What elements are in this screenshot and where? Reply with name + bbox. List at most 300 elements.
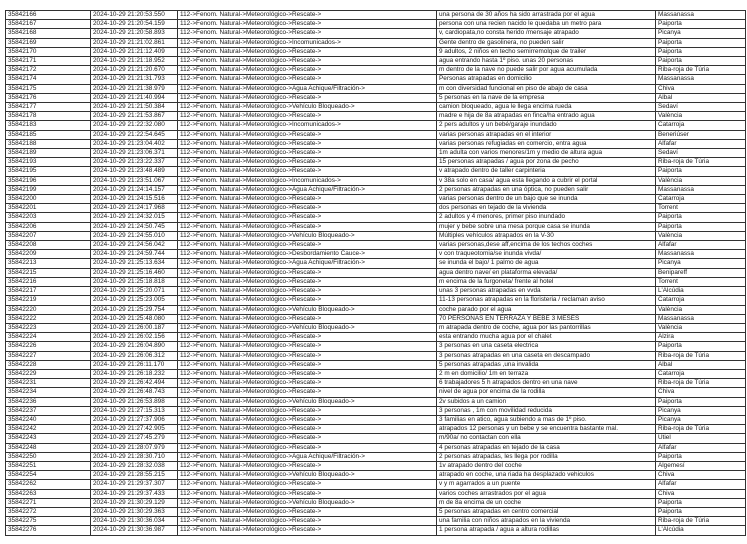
- municipality-cell: Paiporta: [656, 167, 746, 176]
- incident-id-cell: 35842208: [6, 241, 91, 250]
- description-cell: m encima de la furgoneta/ frente al hotel: [437, 277, 656, 286]
- description-cell: 2 adultos y 4 menores, primer piso inundado: [437, 213, 656, 222]
- timestamp-cell: 2024-10-29 21:26:11.170: [91, 360, 178, 369]
- municipality-cell: Utiel: [656, 434, 746, 443]
- municipality-cell: L'Alcúdia: [656, 287, 746, 296]
- description-cell: v con traqueotomia/se inunda vivda/: [437, 250, 656, 259]
- incident-id-cell: 35842206: [6, 222, 91, 231]
- municipality-cell: Massanassa: [656, 250, 746, 259]
- description-cell: 2 personas atrapadas, les llega por rodilla: [437, 452, 656, 461]
- incident-id-cell: 35842209: [6, 250, 91, 259]
- incident-id-cell: 35842224: [6, 333, 91, 342]
- table-row: [6, 351, 746, 360]
- description-cell: 1v atrapado dentro del coche: [437, 461, 656, 470]
- category-cell: 112->Fenom. Natural->Meteorológico->Rescate->: [178, 20, 437, 29]
- description-cell: mujer y bebe sobre una mesa porque casa se inunda: [437, 222, 656, 231]
- table-row: [6, 11, 746, 20]
- category-cell: 112->Fenom. Natural->Meteorológico->Rescate->: [178, 517, 437, 526]
- incident-id-cell: 35842166: [6, 11, 91, 20]
- timestamp-cell: 2024-10-29 21:26:48.743: [91, 388, 178, 397]
- incident-id-cell: 35842231: [6, 379, 91, 388]
- description-cell: m con diversidad funcional en piso de abajo de casa: [437, 84, 656, 93]
- incident-id-cell: 35842262: [6, 480, 91, 489]
- category-cell: 112->Fenom. Natural->Meteorológico->Rescate->: [178, 47, 437, 56]
- category-cell: 112->Fenom. Natural->Meteorológico->Rescate->: [178, 112, 437, 121]
- description-cell: varias personas,dese aff,encima de los techos coches: [437, 241, 656, 250]
- description-cell: 3 familias en atico, agua subiendo a mas de 1º piso.: [437, 415, 656, 424]
- category-cell: 112->Fenom. Natural->Meteorológico->Rescate->: [178, 167, 437, 176]
- incident-id-cell: 35842183: [6, 121, 91, 130]
- incident-id-cell: 35842271: [6, 498, 91, 507]
- table-row: [6, 277, 746, 286]
- description-cell: 2 pers adultos y un bebé/garaje inundado: [437, 121, 656, 130]
- incident-id-cell: 35842223: [6, 323, 91, 332]
- timestamp-cell: 2024-10-29 21:27:45.279: [91, 434, 178, 443]
- incident-id-cell: 35842272: [6, 507, 91, 516]
- incident-id-cell: 35842248: [6, 443, 91, 452]
- description-cell: varias personas dentro de un bajo que se inunda: [437, 195, 656, 204]
- incident-id-cell: 35842228: [6, 360, 91, 369]
- municipality-cell: Alfafar: [656, 139, 746, 148]
- category-cell: 112->Fenom. Natural->Meteorológico->Vehículo Bloqueado->: [178, 397, 437, 406]
- description-cell: m de 8a encima de un coche: [437, 498, 656, 507]
- timestamp-cell: 2024-10-29 21:30:29.363: [91, 507, 178, 516]
- incident-id-cell: 35842242: [6, 425, 91, 434]
- category-cell: 112->Fenom. Natural->Meteorológico->Rescate->: [178, 360, 437, 369]
- category-cell: 112->Fenom. Natural->Meteorológico->Rescate->: [178, 195, 437, 204]
- table-row: [6, 20, 746, 29]
- category-cell: 112->Fenom. Natural->Meteorológico->Rescate->: [178, 93, 437, 102]
- table-row: [6, 241, 746, 250]
- incident-id-cell: 35842168: [6, 29, 91, 38]
- incident-id-cell: 35842222: [6, 314, 91, 323]
- category-cell: 112->Fenom. Natural->Meteorológico->Rescate->: [178, 139, 437, 148]
- description-cell: una persona de 30 años ha sido arrastrada por el agua: [437, 11, 656, 20]
- timestamp-cell: 2024-10-29 21:21:31.793: [91, 75, 178, 84]
- timestamp-cell: 2024-10-29 21:21:02.861: [91, 38, 178, 47]
- table-row: [6, 268, 746, 277]
- description-cell: 11-13 personas atrapadas en la floristeria / reclaman aviso: [437, 296, 656, 305]
- timestamp-cell: 2024-10-29 21:28:55.215: [91, 471, 178, 480]
- municipality-cell: Riba-roja de Túria: [656, 158, 746, 167]
- incident-id-cell: 35842201: [6, 204, 91, 213]
- description-cell: una familia con niños atrapados en la vivienda: [437, 517, 656, 526]
- timestamp-cell: 2024-10-29 21:30:29.129: [91, 498, 178, 507]
- timestamp-cell: 2024-10-29 21:26:06.312: [91, 351, 178, 360]
- table-row: [6, 397, 746, 406]
- table-row: [6, 195, 746, 204]
- category-cell: 112->Fenom. Natural->Meteorológico->Rescate->: [178, 333, 437, 342]
- timestamp-cell: 2024-10-29 21:21:12.409: [91, 47, 178, 56]
- municipality-cell: Sedaví: [656, 149, 746, 158]
- municipality-cell: Chiva: [656, 471, 746, 480]
- timestamp-cell: 2024-10-29 21:20:58.893: [91, 29, 178, 38]
- municipality-cell: Albal: [656, 93, 746, 102]
- description-cell: Gente dentro de gasolinera, no pueden salir: [437, 38, 656, 47]
- category-cell: 112->Fenom. Natural->Meteorológico->Rescate->: [178, 11, 437, 20]
- table-row: [6, 342, 746, 351]
- description-cell: atrapado en coche, una riada ha desplazado vehiculos: [437, 471, 656, 480]
- category-cell: 112->Fenom. Natural->Meteorológico->Rescate->: [178, 222, 437, 231]
- municipality-cell: Chiva: [656, 388, 746, 397]
- category-cell: 112->Fenom. Natural->Meteorológico->Agua Achique/Filtración->: [178, 259, 437, 268]
- table-row: [6, 379, 746, 388]
- timestamp-cell: 2024-10-29 21:21:18.952: [91, 57, 178, 66]
- timestamp-cell: 2024-10-29 21:29:37.433: [91, 489, 178, 498]
- municipality-cell: València: [656, 176, 746, 185]
- incident-id-cell: 35842172: [6, 66, 91, 75]
- municipality-cell: Riba-roja de Túria: [656, 66, 746, 75]
- table-row: [6, 360, 746, 369]
- incident-id-cell: 35842237: [6, 406, 91, 415]
- timestamp-cell: 2024-10-29 21:21:40.994: [91, 93, 178, 102]
- table-row: [6, 213, 746, 222]
- category-cell: 112->Fenom. Natural->Meteorológico->Rescate->: [178, 66, 437, 75]
- description-cell: coche parado por el agua: [437, 305, 656, 314]
- table-row: [6, 38, 746, 47]
- incident-log-table: [5, 10, 746, 536]
- category-cell: 112->Fenom. Natural->Meteorológico->Rescate->: [178, 296, 437, 305]
- incident-id-cell: 35842178: [6, 112, 91, 121]
- category-cell: 112->Fenom. Natural->Meteorológico->Agua Achique/Filtración->: [178, 452, 437, 461]
- category-cell: 112->Fenom. Natural->Meteorológico->Rescate->: [178, 406, 437, 415]
- timestamp-cell: 2024-10-29 21:26:00.187: [91, 323, 178, 332]
- table-row: [6, 526, 746, 535]
- timestamp-cell: 2024-10-29 21:24:14.157: [91, 185, 178, 194]
- municipality-cell: Catarroja: [656, 121, 746, 130]
- municipality-cell: Alfafar: [656, 443, 746, 452]
- timestamp-cell: 2024-10-29 21:28:07.979: [91, 443, 178, 452]
- description-cell: 1m adulta con varios menores/1m y medio de altura agua: [437, 149, 656, 158]
- municipality-cell: Catarroja: [656, 296, 746, 305]
- timestamp-cell: 2024-10-29 21:27:42.905: [91, 425, 178, 434]
- description-cell: v, cardiopata,no consta herido /mensaje atrapado: [437, 29, 656, 38]
- category-cell: 112->Fenom. Natural->Meteorológico->Incomunicados->: [178, 121, 437, 130]
- description-cell: agua dentro nave/ en plataforma elevada/: [437, 268, 656, 277]
- table-row: [6, 471, 746, 480]
- description-cell: v 38a solo en casa/ agua esta llegando a cubrir el portal: [437, 176, 656, 185]
- table-row: [6, 57, 746, 66]
- incident-id-cell: 35842196: [6, 176, 91, 185]
- municipality-cell: Paiporta: [656, 498, 746, 507]
- table-row: [6, 498, 746, 507]
- municipality-cell: Sedaví: [656, 103, 746, 112]
- table-row: [6, 93, 746, 102]
- description-cell: v atrapado dentro de taller carpinteria: [437, 167, 656, 176]
- category-cell: 112->Fenom. Natural->Meteorológico->Rescate->: [178, 342, 437, 351]
- category-cell: 112->Fenom. Natural->Meteorológico->Rescate->: [178, 369, 437, 378]
- timestamp-cell: 2024-10-29 21:20:54.159: [91, 20, 178, 29]
- incident-id-cell: 35842263: [6, 489, 91, 498]
- table-row: [6, 323, 746, 332]
- timestamp-cell: 2024-10-29 21:26:42.494: [91, 379, 178, 388]
- description-cell: varias personas refugiadas en comercio, entra agua: [437, 139, 656, 148]
- category-cell: 112->Fenom. Natural->Meteorológico->Agua Achique/Filtración->: [178, 185, 437, 194]
- description-cell: se inunda el bajo/ 1 palmo de agua: [437, 259, 656, 268]
- timestamp-cell: 2024-10-29 21:24:56.042: [91, 241, 178, 250]
- timestamp-cell: 2024-10-29 21:30:36.034: [91, 517, 178, 526]
- timestamp-cell: 2024-10-29 21:28:32.038: [91, 461, 178, 470]
- municipality-cell: Paiporta: [656, 213, 746, 222]
- municipality-cell: Picanya: [656, 415, 746, 424]
- timestamp-cell: 2024-10-29 21:25:23.005: [91, 296, 178, 305]
- table-row: [6, 415, 746, 424]
- category-cell: 112->Fenom. Natural->Meteorológico->Rescate->: [178, 443, 437, 452]
- category-cell: 112->Fenom. Natural->Meteorológico->Rescate->: [178, 480, 437, 489]
- municipality-cell: Paiporta: [656, 38, 746, 47]
- timestamp-cell: 2024-10-29 21:23:51.067: [91, 176, 178, 185]
- category-cell: 112->Fenom. Natural->Meteorológico->Rescate->: [178, 241, 437, 250]
- incident-id-cell: 35842240: [6, 415, 91, 424]
- table-row: [6, 333, 746, 342]
- category-cell: 112->Fenom. Natural->Meteorológico->Rescate->: [178, 526, 437, 535]
- municipality-cell: Alzira: [656, 333, 746, 342]
- municipality-cell: Paiporta: [656, 57, 746, 66]
- timestamp-cell: 2024-10-29 21:22:54.645: [91, 130, 178, 139]
- timestamp-cell: 2024-10-29 21:23:48.489: [91, 167, 178, 176]
- description-cell: unas 3 personas atrapadas en vvda: [437, 287, 656, 296]
- timestamp-cell: 2024-10-29 21:24:17.968: [91, 204, 178, 213]
- category-cell: 112->Fenom. Natural->Meteorológico->Rescate->: [178, 379, 437, 388]
- category-cell: 112->Fenom. Natural->Meteorológico->Rescate->: [178, 425, 437, 434]
- municipality-cell: Paiporta: [656, 342, 746, 351]
- table-row: [6, 452, 746, 461]
- municipality-cell: Paiporta: [656, 397, 746, 406]
- category-cell: 112->Fenom. Natural->Meteorológico->Vehículo Bloqueado->: [178, 231, 437, 240]
- category-cell: 112->Fenom. Natural->Meteorológico->Vehículo Bloqueado->: [178, 471, 437, 480]
- municipality-cell: Riba-roja de Túria: [656, 379, 746, 388]
- timestamp-cell: 2024-10-29 21:25:16.460: [91, 268, 178, 277]
- table-row: [6, 443, 746, 452]
- description-cell: 1 persona atrapada / agua a altura rodillas: [437, 526, 656, 535]
- incident-id-cell: 35842276: [6, 526, 91, 535]
- municipality-cell: Paiporta: [656, 20, 746, 29]
- municipality-cell: València: [656, 231, 746, 240]
- description-cell: 2 personas atrapadas en una óptica, no pueden salir: [437, 185, 656, 194]
- timestamp-cell: 2024-10-29 21:21:38.979: [91, 84, 178, 93]
- table-row: [6, 103, 746, 112]
- table-row: [6, 480, 746, 489]
- municipality-cell: València: [656, 112, 746, 121]
- category-cell: 112->Fenom. Natural->Meteorológico->Vehículo Bloqueado->: [178, 305, 437, 314]
- timestamp-cell: 2024-10-29 21:25:20.071: [91, 287, 178, 296]
- timestamp-cell: 2024-10-29 21:21:53.867: [91, 112, 178, 121]
- municipality-cell: Chiva: [656, 84, 746, 93]
- description-cell: varias personas atrapadas en el interior: [437, 130, 656, 139]
- category-cell: 112->Fenom. Natural->Meteorológico->Rescate->: [178, 213, 437, 222]
- incident-id-cell: 35842236: [6, 397, 91, 406]
- municipality-cell: Alfafar: [656, 480, 746, 489]
- table-row: [6, 425, 746, 434]
- table-row: [6, 185, 746, 194]
- municipality-cell: Massanassa: [656, 75, 746, 84]
- description-cell: 5 personas atrapadas en centro comercial: [437, 507, 656, 516]
- municipality-cell: Riba-roja de Túria: [656, 425, 746, 434]
- description-cell: 3 personas atrapadas en una caseta en descampado: [437, 351, 656, 360]
- description-cell: persona con una recien nacido le quedaba un metro para: [437, 20, 656, 29]
- description-cell: Múltiples vehículos atrapados en la V-30: [437, 231, 656, 240]
- incident-id-cell: 35842171: [6, 57, 91, 66]
- municipality-cell: Paiporta: [656, 47, 746, 56]
- timestamp-cell: 2024-10-29 21:25:18.818: [91, 277, 178, 286]
- timestamp-cell: 2024-10-29 21:24:15.516: [91, 195, 178, 204]
- table-row: [6, 517, 746, 526]
- table-row: [6, 84, 746, 93]
- municipality-cell: València: [656, 305, 746, 314]
- category-cell: 112->Fenom. Natural->Meteorológico->Rescate->: [178, 287, 437, 296]
- incident-id-cell: 35842174: [6, 75, 91, 84]
- incident-id-cell: 35842199: [6, 185, 91, 194]
- table-row: [6, 158, 746, 167]
- incident-id-cell: 35842177: [6, 103, 91, 112]
- municipality-cell: Catarroja: [656, 195, 746, 204]
- timestamp-cell: 2024-10-29 21:23:06.371: [91, 149, 178, 158]
- municipality-cell: Paiporta: [656, 452, 746, 461]
- timestamp-cell: 2024-10-29 21:29:37.307: [91, 480, 178, 489]
- description-cell: m atrapada dentro de coche, agua por las pantorrillas: [437, 323, 656, 332]
- municipality-cell: Torrent: [656, 277, 746, 286]
- table-row: [6, 47, 746, 56]
- municipality-cell: Algemesí: [656, 461, 746, 470]
- incident-id-cell: 35842207: [6, 231, 91, 240]
- timestamp-cell: 2024-10-29 21:24:59.744: [91, 250, 178, 259]
- description-cell: m dentro de la nave no puede salir por agua acumulada: [437, 66, 656, 75]
- category-cell: 112->Fenom. Natural->Meteorológico->Vehículo Bloqueado->: [178, 323, 437, 332]
- description-cell: nivel de agua por encima de la rodilla: [437, 388, 656, 397]
- incident-id-cell: 35842227: [6, 351, 91, 360]
- description-cell: 9 adultos, 2 niños en techo semirremolque de trailer: [437, 47, 656, 56]
- timestamp-cell: 2024-10-29 21:24:55.010: [91, 231, 178, 240]
- incident-id-cell: 35842185: [6, 130, 91, 139]
- municipality-cell: Alfafar: [656, 241, 746, 250]
- category-cell: 112->Fenom. Natural->Meteorológico->Rescate->: [178, 314, 437, 323]
- description-cell: 2 m en domicilio/ 1m en terraza: [437, 369, 656, 378]
- municipality-cell: Picanya: [656, 406, 746, 415]
- description-cell: camion bloqueado, agua le llega encima rueda: [437, 103, 656, 112]
- incident-id-cell: 35842175: [6, 84, 91, 93]
- category-cell: 112->Fenom. Natural->Meteorológico->Rescate->: [178, 507, 437, 516]
- incident-id-cell: 35842167: [6, 20, 91, 29]
- incident-id-cell: 35842213: [6, 259, 91, 268]
- municipality-cell: Massanassa: [656, 314, 746, 323]
- municipality-cell: Riba-roja de Túria: [656, 517, 746, 526]
- municipality-cell: Massanassa: [656, 11, 746, 20]
- description-cell: 3 personas , 1m con movilidad reducida: [437, 406, 656, 415]
- table-row: [6, 287, 746, 296]
- description-cell: 15 personas atrapadas / agua por zona de pecho: [437, 158, 656, 167]
- category-cell: 112->Fenom. Natural->Meteorológico->Rescate->: [178, 461, 437, 470]
- municipality-cell: València: [656, 323, 746, 332]
- timestamp-cell: 2024-10-29 21:26:04.890: [91, 342, 178, 351]
- timestamp-cell: 2024-10-29 21:26:53.898: [91, 397, 178, 406]
- incident-id-cell: 35842220: [6, 305, 91, 314]
- incident-id-cell: 35842217: [6, 287, 91, 296]
- timestamp-cell: 2024-10-29 21:26:18.232: [91, 369, 178, 378]
- municipality-cell: Benipareff: [656, 268, 746, 277]
- incident-id-cell: 35842216: [6, 277, 91, 286]
- municipality-cell: Massanassa: [656, 185, 746, 194]
- municipality-cell: Beneriúser: [656, 130, 746, 139]
- incident-id-cell: 35842254: [6, 471, 91, 480]
- description-cell: agua entrando hasta 1º piso. unas 20 personas: [437, 57, 656, 66]
- category-cell: 112->Fenom. Natural->Meteorológico->Rescate->: [178, 489, 437, 498]
- table-row: [6, 296, 746, 305]
- municipality-cell: Picanya: [656, 259, 746, 268]
- description-cell: 5 personas atrapadas ,una invalida: [437, 360, 656, 369]
- table-row: [6, 176, 746, 185]
- description-cell: varios coches arrastrados por el agua: [437, 489, 656, 498]
- municipality-cell: Picanya: [656, 29, 746, 38]
- description-cell: m/90a/ no contactan con ella: [437, 434, 656, 443]
- category-cell: 112->Fenom. Natural->Meteorológico->Rescate->: [178, 130, 437, 139]
- table-row: [6, 149, 746, 158]
- description-cell: 5 personas en la nave de la empresa: [437, 93, 656, 102]
- table-row: [6, 461, 746, 470]
- category-cell: 112->Fenom. Natural->Meteorológico->Rescate->: [178, 75, 437, 84]
- table-row: [6, 66, 746, 75]
- incident-id-cell: 35842226: [6, 342, 91, 351]
- category-cell: 112->Fenom. Natural->Meteorológico->Rescate->: [178, 415, 437, 424]
- table-row: [6, 314, 746, 323]
- description-cell: Personas atrapadas en domicilio: [437, 75, 656, 84]
- incident-id-cell: 35842251: [6, 461, 91, 470]
- description-cell: 70 PERSONAS EN TERRAZA Y BEBE 3 MESES: [437, 314, 656, 323]
- category-cell: 112->Fenom. Natural->Meteorológico->Rescate->: [178, 57, 437, 66]
- description-cell: v y m agarrados a un puente: [437, 480, 656, 489]
- incident-id-cell: 35842170: [6, 47, 91, 56]
- municipality-cell: Catarroja: [656, 369, 746, 378]
- table-row: [6, 369, 746, 378]
- table-row: [6, 305, 746, 314]
- municipality-cell: Albal: [656, 360, 746, 369]
- table-row: [6, 489, 746, 498]
- category-cell: 112->Fenom. Natural->Meteorológico->Desbordamiento Cauce->: [178, 250, 437, 259]
- incident-log-body: [6, 11, 746, 536]
- category-cell: 112->Fenom. Natural->Meteorológico->Vehículo Bloqueado->: [178, 498, 437, 507]
- timestamp-cell: 2024-10-29 21:30:36.987: [91, 526, 178, 535]
- incident-id-cell: 35842200: [6, 195, 91, 204]
- incident-id-cell: 35842234: [6, 388, 91, 397]
- incident-id-cell: 35842215: [6, 268, 91, 277]
- table-row: [6, 204, 746, 213]
- description-cell: atrapados 12 personas y un bebe y se encuentra bastante mal.: [437, 425, 656, 434]
- incident-id-cell: 35842195: [6, 167, 91, 176]
- timestamp-cell: 2024-10-29 21:21:50.384: [91, 103, 178, 112]
- category-cell: 112->Fenom. Natural->Meteorológico->Vehículo Bloqueado->: [178, 103, 437, 112]
- municipality-cell: L'Alcúdia: [656, 526, 746, 535]
- municipality-cell: Chiva: [656, 489, 746, 498]
- table-row: [6, 29, 746, 38]
- municipality-cell: Riba-roja de Túria: [656, 351, 746, 360]
- description-cell: madre e hija de 8a atrapadas en finca/ha entrado agua: [437, 112, 656, 121]
- category-cell: 112->Fenom. Natural->Meteorológico->Rescate->: [178, 351, 437, 360]
- municipality-cell: Paiporta: [656, 507, 746, 516]
- incident-id-cell: 35842188: [6, 139, 91, 148]
- incident-id-cell: 35842193: [6, 158, 91, 167]
- timestamp-cell: 2024-10-29 21:25:48.080: [91, 314, 178, 323]
- incident-id-cell: 35842189: [6, 149, 91, 158]
- category-cell: 112->Fenom. Natural->Meteorológico->Incomunicados->: [178, 38, 437, 47]
- description-cell: 3 personas en una caseta electrica: [437, 342, 656, 351]
- table-row: [6, 121, 746, 130]
- timestamp-cell: 2024-10-29 21:20:53.550: [91, 11, 178, 20]
- incident-id-cell: 35842219: [6, 296, 91, 305]
- incident-id-cell: 35842203: [6, 213, 91, 222]
- category-cell: 112->Fenom. Natural->Meteorológico->Rescate->: [178, 29, 437, 38]
- table-row: [6, 112, 746, 121]
- category-cell: 112->Fenom. Natural->Meteorológico->Rescate->: [178, 388, 437, 397]
- incident-id-cell: 35842229: [6, 369, 91, 378]
